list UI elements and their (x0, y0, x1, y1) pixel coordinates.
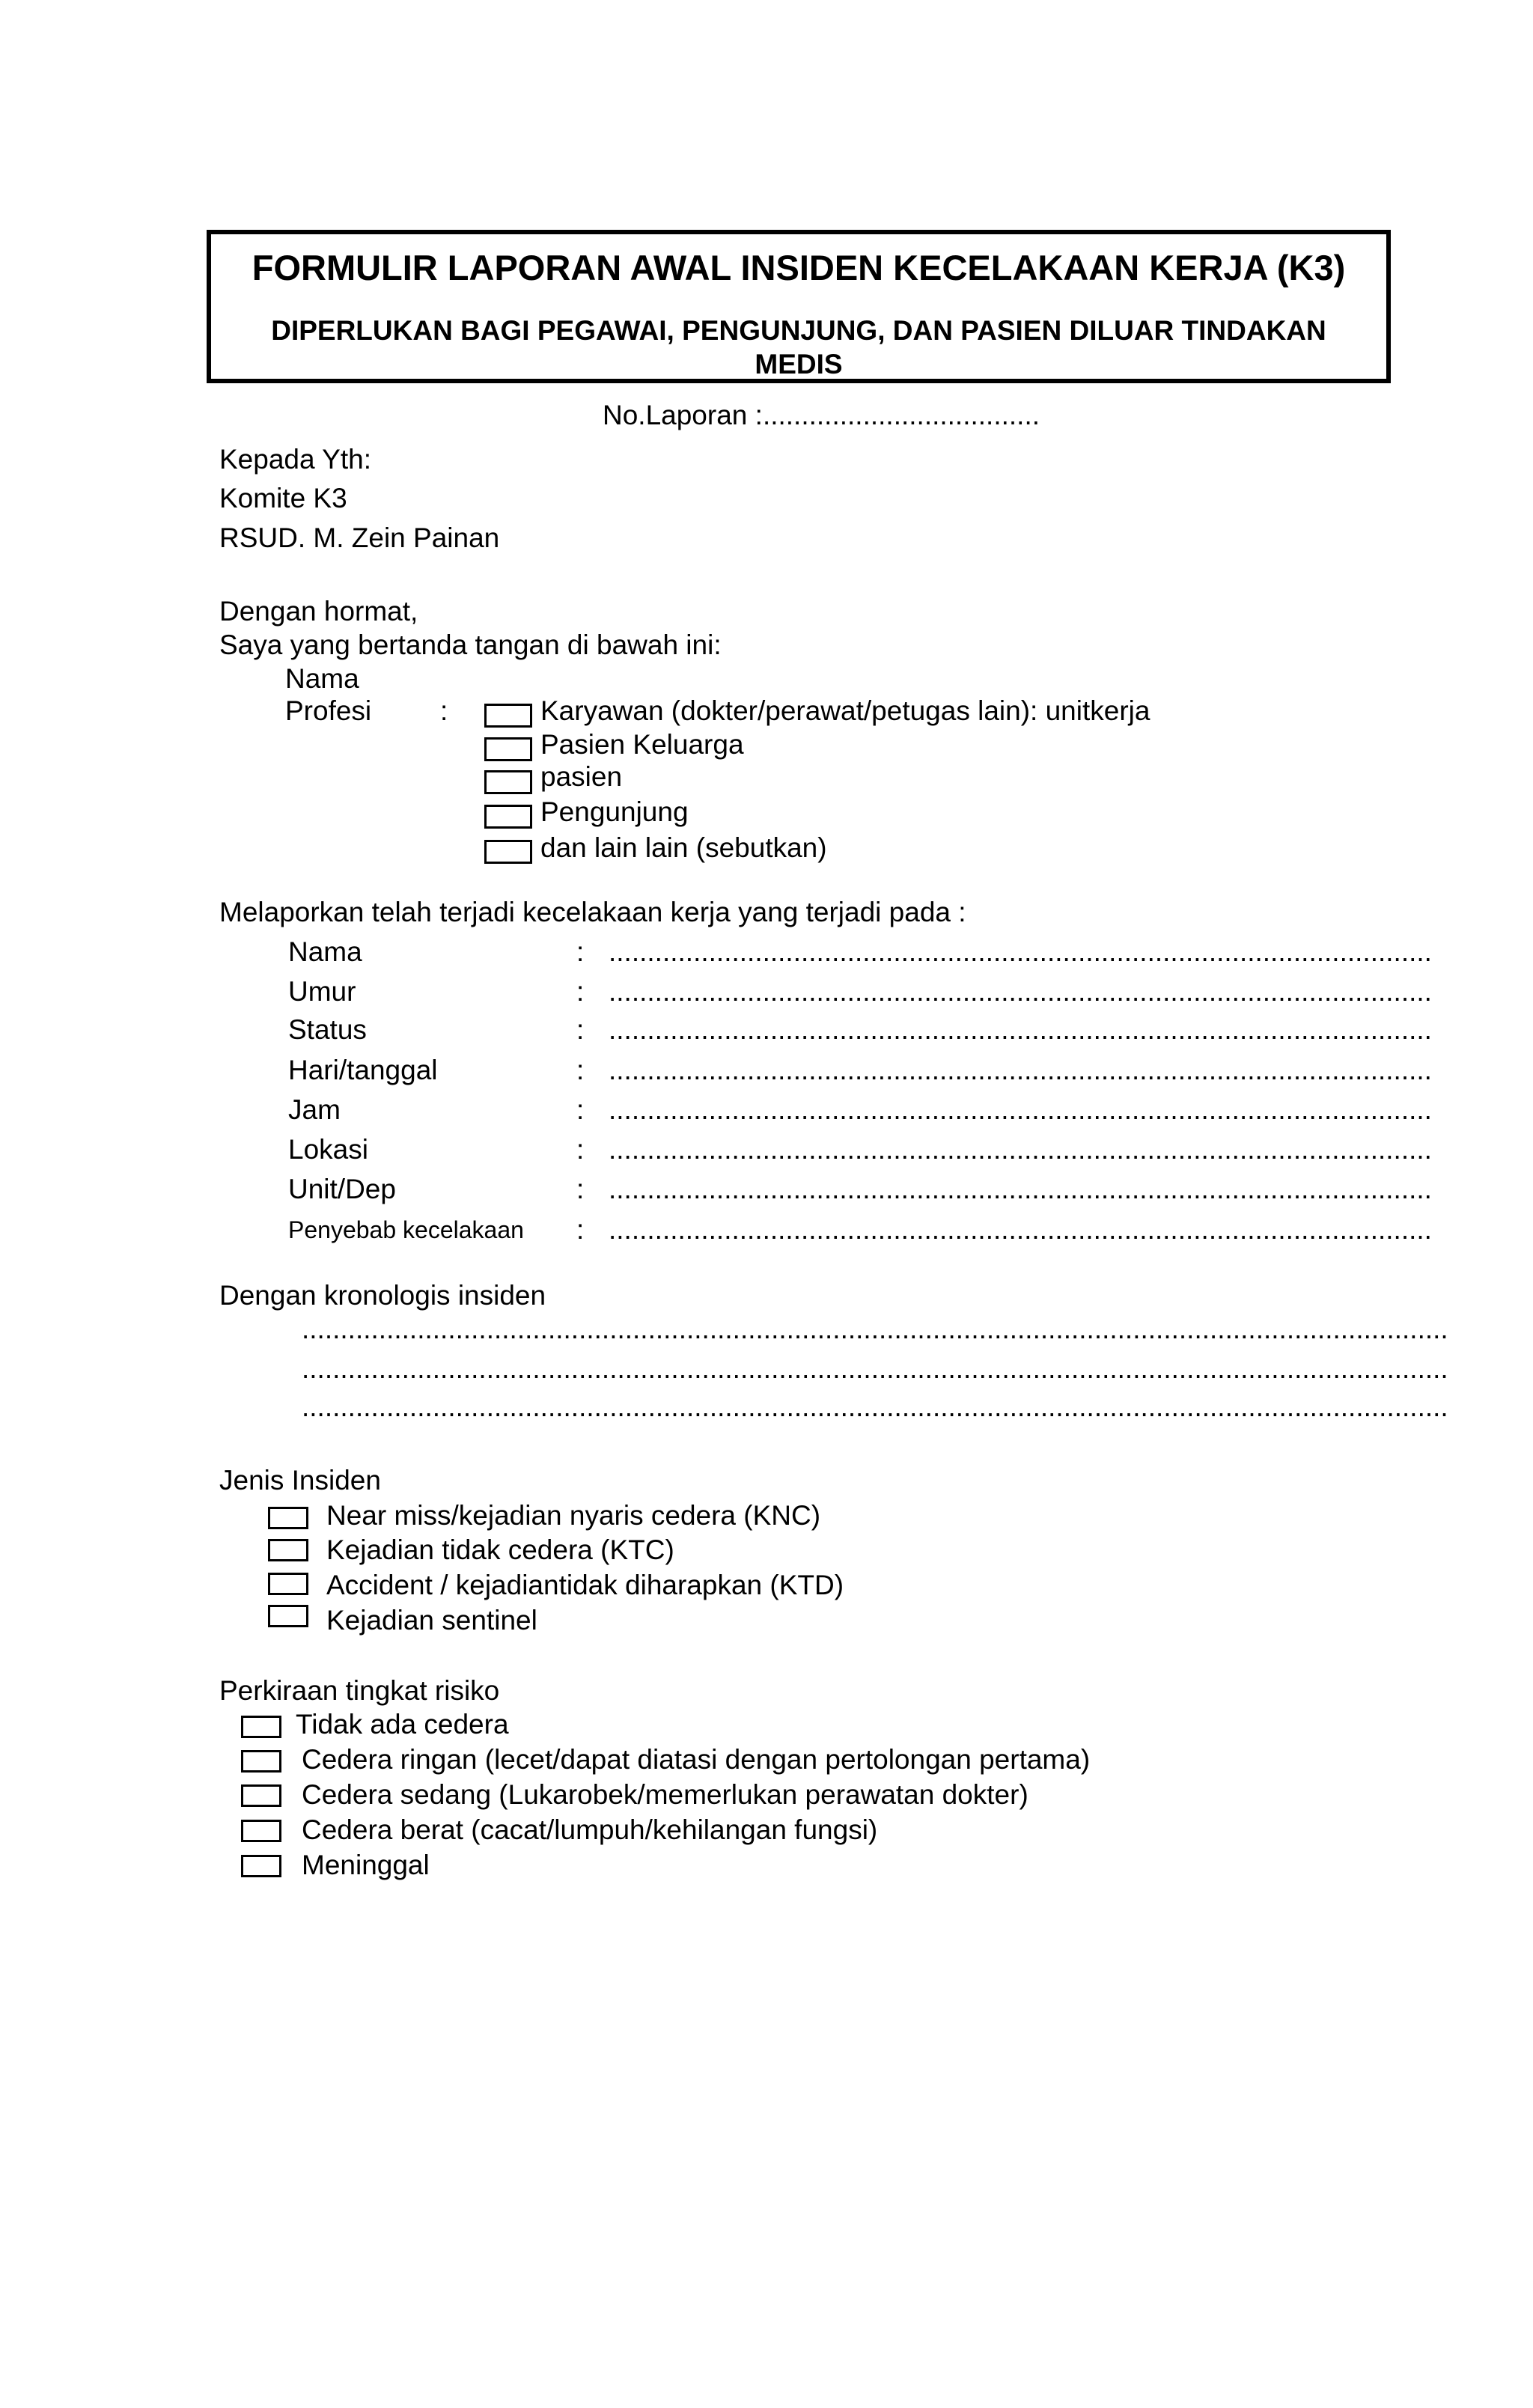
incident-intro: Melaporkan telah terjadi kecelakaan kerja yang terjadi pada : (219, 897, 966, 927)
incident-field-blank: ........................................................................................................... (609, 936, 1432, 967)
reporter-name-label: Nama (285, 663, 359, 694)
incident-type-checkbox (268, 1605, 308, 1627)
risk-level-checkbox (241, 1716, 281, 1738)
profession-option-checkbox (484, 805, 532, 829)
incident-field-separator: : (576, 1094, 585, 1125)
profession-option-checkbox (484, 704, 532, 728)
incident-field-separator: : (576, 1055, 585, 1085)
risk-level-option-label: Cedera ringan (lecet/dapat diatasi dengan pertolongan pertama) (302, 1744, 1091, 1775)
risk-level-checkbox (241, 1750, 281, 1773)
incident-field-blank: ........................................................................................................... (609, 1014, 1432, 1045)
profession-label: Profesi (285, 695, 372, 726)
incident-type-checkbox (268, 1573, 308, 1595)
risk-level-checkbox (241, 1855, 281, 1877)
reporter-statement: Saya yang bertanda tangan di bawah ini: (219, 630, 722, 660)
incident-field-label: Nama (288, 936, 362, 967)
incident-field-label: Penyebab kecelakaan (288, 1216, 524, 1243)
addressee-line: RSUD. M. Zein Painan (219, 522, 500, 553)
risk-level-option-label: Cedera berat (cacat/lumpuh/kehilangan fungsi) (302, 1814, 878, 1845)
incident-field-blank: ........................................................................................................... (609, 1214, 1432, 1245)
incident-field-label: Jam (288, 1094, 341, 1125)
risk-level-label: Perkiraan tingkat risiko (219, 1675, 500, 1706)
incident-field-label: Lokasi (288, 1134, 368, 1165)
risk-level-option-label: Tidak ada cedera (296, 1709, 509, 1740)
incident-field-separator: : (576, 1174, 585, 1204)
incident-type-option-label: Accident / kejadiantidak diharapkan (KTD) (326, 1570, 844, 1600)
addressee-line: Komite K3 (219, 483, 347, 513)
incident-field-blank: ........................................................................................................... (609, 1134, 1432, 1165)
incident-type-checkbox (268, 1539, 308, 1561)
incident-field-label: Unit/Dep (288, 1174, 396, 1204)
incident-field-separator: : (576, 976, 585, 1007)
incident-type-checkbox (268, 1507, 308, 1529)
report-number (603, 399, 1040, 432)
risk-level-checkbox (241, 1784, 281, 1807)
form-subtitle-line: MEDIS (755, 349, 843, 380)
incident-field-separator: : (576, 1134, 585, 1165)
incident-type-label: Jenis Insiden (219, 1465, 381, 1496)
profession-option-label: pasien (540, 761, 623, 792)
incident-field-blank: ........................................................................................................... (609, 1055, 1432, 1085)
profession-option-checkbox (484, 737, 532, 761)
incident-field-blank: ........................................................................................................... (609, 1174, 1432, 1204)
profession-option-label: Pasien Keluarga (540, 729, 744, 760)
report-number-label: No.Laporan : (603, 400, 763, 430)
form-header-box (207, 230, 1391, 383)
profession-option-label: dan lain lain (sebutkan) (540, 832, 827, 863)
form-subtitle-line: DIPERLUKAN BAGI PEGAWAI, PENGUNJUNG, DAN PASIEN DILUAR TINDAKAN (271, 315, 1326, 346)
chronology-blank-line: ..................................................................................................................................................... (302, 1314, 1448, 1344)
incident-field-label: Status (288, 1014, 367, 1045)
report-number-blank: .................................... (762, 400, 1040, 430)
incident-field-separator: : (576, 1214, 585, 1245)
profession-option-label: Karyawan (dokter/perawat/petugas lain): unitkerja (540, 695, 1150, 726)
incident-field-separator: : (576, 936, 585, 967)
greeting: Dengan hormat, (219, 596, 418, 627)
risk-level-checkbox (241, 1820, 281, 1842)
profession-option-label: Pengunjung (540, 796, 689, 827)
incident-field-label: Umur (288, 976, 356, 1007)
incident-field-label: Hari/tanggal (288, 1055, 438, 1085)
risk-level-option-label: Cedera sedang (Lukarobek/memerlukan perawatan dokter) (302, 1779, 1028, 1810)
incident-field-blank: ........................................................................................................... (609, 976, 1432, 1007)
incident-field-blank: ........................................................................................................... (609, 1094, 1432, 1125)
incident-field-separator: : (576, 1014, 585, 1045)
chronology-label: Dengan kronologis insiden (219, 1280, 546, 1311)
chronology-blank-line: ..................................................................................................................................................... (302, 1392, 1448, 1422)
risk-level-option-label: Meninggal (302, 1850, 430, 1880)
profession-option-checkbox (484, 770, 532, 794)
incident-type-option-label: Near miss/kejadian nyaris cedera (KNC) (326, 1500, 821, 1531)
profession-option-checkbox (484, 840, 532, 864)
profession-separator: : (440, 695, 448, 726)
incident-type-option-label: Kejadian tidak cedera (KTC) (326, 1534, 674, 1565)
addressee-line: Kepada Yth: (219, 444, 371, 475)
chronology-blank-line: ..................................................................................................................................................... (302, 1353, 1448, 1384)
form-title: FORMULIR LAPORAN AWAL INSIDEN KECELAKAAN KERJA (K3) (252, 248, 1346, 287)
incident-type-option-label: Kejadian sentinel (326, 1605, 537, 1636)
